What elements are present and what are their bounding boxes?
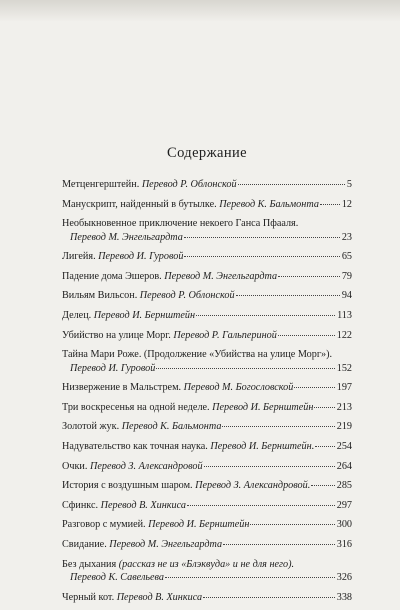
list-item	[62, 460, 352, 473]
entry-translator: Перевод И. Бернштейн	[148, 519, 250, 531]
entry-title: Метценгерштейн.	[62, 179, 140, 190]
entry-title: Низвержение в Мальстрем.	[62, 382, 182, 394]
entry-title: Делец.	[62, 309, 92, 321]
entry-translator: Перевод М. Энгельгардта	[164, 270, 278, 282]
dot-leader	[184, 237, 340, 238]
entry-translator: Перевод М. Богословской	[183, 382, 294, 394]
entry-translator: Перевод К. Савельева	[70, 571, 164, 583]
list-item	[62, 178, 352, 191]
entry-translator: Перевод В. Хинкиса	[100, 499, 186, 511]
dot-leader	[204, 466, 335, 467]
list-item	[62, 348, 352, 375]
entry-title: Сфинкс.	[62, 499, 99, 511]
page-number: 219	[336, 421, 352, 433]
dot-leader	[320, 204, 340, 205]
entry-translator: Перевод Р. Облонской	[139, 290, 235, 302]
page-number: 264	[336, 460, 352, 472]
page-number: 338	[336, 591, 352, 603]
list-item	[62, 250, 352, 263]
dot-leader	[156, 368, 334, 369]
list-item	[62, 329, 352, 342]
page-number: 5	[346, 179, 352, 190]
dot-leader	[311, 485, 334, 486]
list-item	[62, 479, 352, 492]
entry-title: Вильям Вильсон.	[62, 290, 138, 302]
list-item	[62, 591, 352, 604]
entry-translator: Перевод Р. Гальпериной	[173, 329, 277, 341]
entry-title: Без дыхания	[62, 558, 117, 570]
list-item	[62, 440, 352, 453]
dot-leader	[278, 276, 340, 277]
entry-translator: Перевод И. Бернштейн	[212, 401, 314, 413]
entry-translator: Перевод К. Бальмонта	[219, 198, 319, 210]
page-number: 65	[341, 251, 352, 263]
page-number: 316	[336, 538, 352, 550]
entry-title: Свидание.	[62, 538, 107, 550]
dot-leader	[184, 256, 339, 257]
page-top-shadow	[0, 0, 400, 22]
entry-title: Золотой жук.	[62, 421, 120, 433]
contents-page	[62, 145, 352, 610]
list-item	[62, 381, 352, 394]
dot-leader	[315, 446, 334, 447]
list-item	[62, 198, 352, 211]
page-number: 197	[336, 382, 352, 394]
entry-title: Три воскресенья на одной неделе.	[62, 401, 210, 413]
entry-translator: Перевод Р. Облонской	[141, 179, 237, 190]
dot-leader	[165, 577, 335, 578]
entry-translator: Перевод И. Бернштейн.	[210, 440, 315, 452]
entry-title: Лигейя.	[62, 251, 96, 263]
entry-translator: Перевод З. Александровой	[89, 460, 203, 472]
entry-title: Черный кот.	[62, 591, 115, 603]
dot-leader	[294, 387, 334, 388]
list-item	[62, 420, 352, 433]
page-number: 12	[341, 198, 352, 210]
page-number: 213	[336, 401, 352, 413]
dot-leader	[203, 597, 335, 598]
entry-translator: Перевод И. Гуровой	[98, 251, 184, 263]
dot-leader	[196, 315, 335, 316]
entry-translator: Перевод И. Гуровой	[70, 362, 156, 374]
entry-title: Очки.	[62, 460, 88, 472]
entry-translator: Перевод М. Энгельгардта	[70, 231, 183, 243]
dot-leader	[222, 426, 334, 427]
dot-leader	[314, 407, 334, 408]
page-number: 122	[336, 329, 352, 341]
list-item	[62, 518, 352, 531]
contents-list	[62, 178, 352, 604]
entry-translator: Перевод В. Хинкиса	[116, 591, 203, 603]
page-number: 300	[336, 519, 352, 531]
page-number: 297	[336, 499, 352, 511]
entry-title: Тайна Мари Роже. (Продолжение «Убийства на улице Морг»).	[62, 349, 333, 361]
list-item	[62, 217, 352, 244]
page-number: 254	[336, 440, 352, 452]
list-item	[62, 270, 352, 283]
dot-leader	[250, 524, 334, 525]
dot-leader	[236, 295, 340, 296]
list-item	[62, 499, 352, 512]
list-item	[62, 401, 352, 414]
dot-leader	[187, 505, 335, 506]
entry-subtitle: (рассказ не из «Блэквуда» и не для него).	[118, 558, 295, 570]
entry-title: Разговор с мумией.	[62, 519, 146, 531]
page-number: 152	[336, 362, 352, 374]
entry-title: Падение дома Эшеров.	[62, 270, 162, 282]
page-number: 285	[336, 480, 352, 492]
page-number: 23	[341, 231, 352, 243]
page-number: 79	[341, 270, 352, 282]
page-number: 94	[341, 290, 352, 302]
entry-title: Необыкновенное приключение некоего Ганса Пфааля.	[62, 218, 299, 230]
entry-title: Надувательство как точная наука.	[62, 440, 208, 452]
dot-leader	[238, 184, 345, 185]
entry-title: Убийство на улице Морг.	[62, 329, 171, 341]
contents-heading: Содержание	[167, 145, 247, 161]
list-item	[62, 309, 352, 322]
entry-translator: Перевод З. Александровой.	[195, 480, 311, 492]
entry-title: История с воздушным шаром.	[62, 480, 193, 492]
page-number: 326	[336, 571, 352, 583]
dot-leader	[278, 335, 335, 336]
entry-translator: Перевод М. Энгельгардта	[109, 538, 223, 550]
entry-translator: Перевод И. Бернштейн	[93, 309, 196, 321]
entry-title: Манускрипт, найденный в бутылке.	[62, 198, 217, 210]
list-item	[62, 538, 352, 551]
page-number: 113	[337, 309, 352, 321]
entry-translator: Перевод К. Бальмонта	[121, 421, 222, 433]
list-item	[62, 289, 352, 302]
list-item	[62, 558, 352, 585]
dot-leader	[223, 544, 335, 545]
